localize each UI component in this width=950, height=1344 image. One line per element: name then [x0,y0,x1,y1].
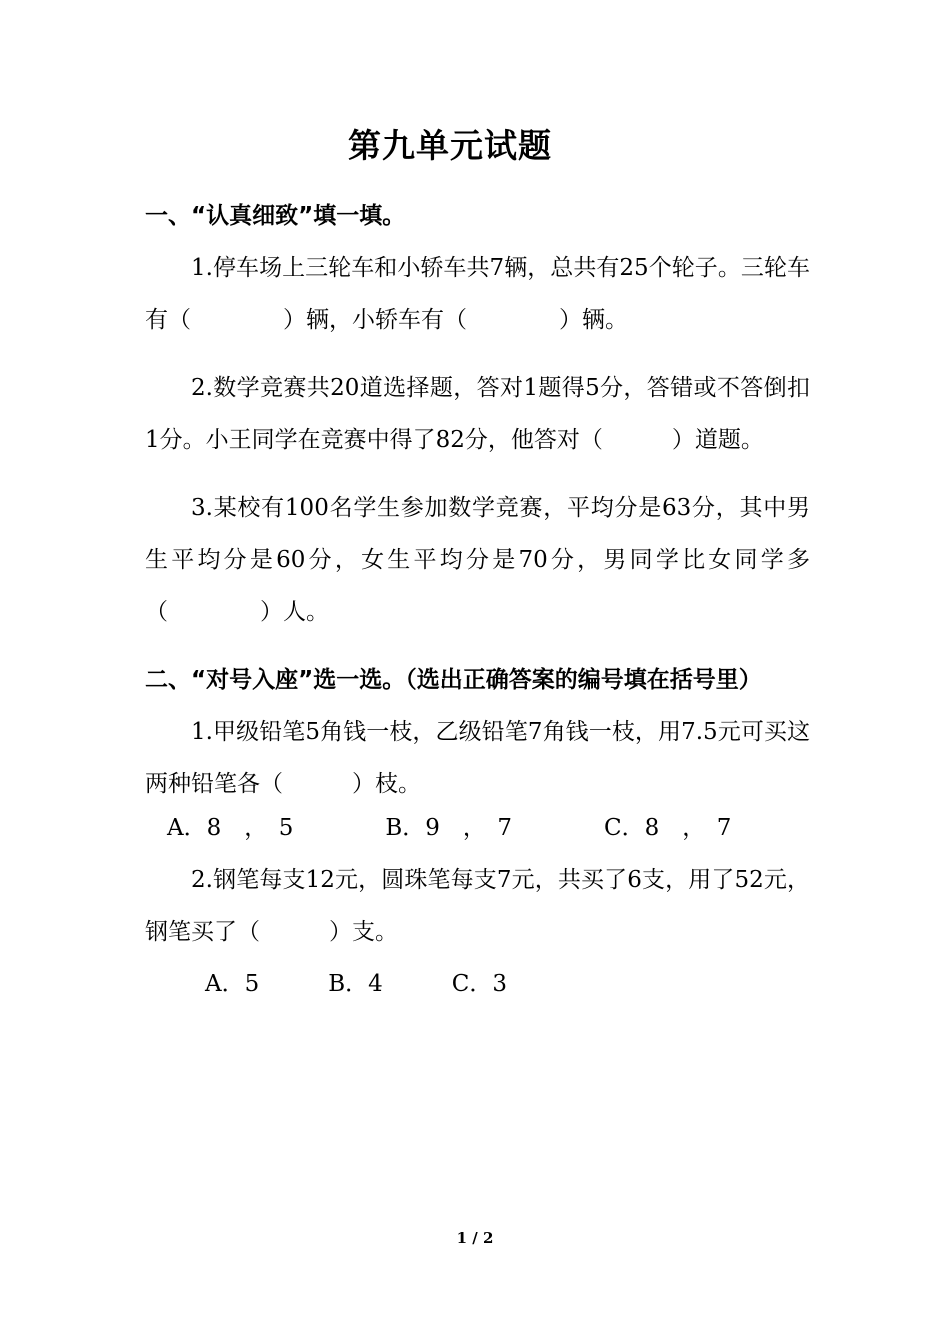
page-title: 第九单元试题 [348,126,552,165]
question-2-2: 2.钢笔每支12元，圆珠笔每支7元，共买了6支，用了52元，钢笔买了（ ）支。 [145,867,810,945]
section-1-heading: 一、“认真细致”填一填。 [145,203,406,229]
question-2-1: 1.甲级铅笔5角钱一枝，乙级铅笔7角钱一枝，用7.5元可买这两种铅笔各（ ）枝。 [145,719,810,797]
question-1-1: 1.停车场上三轮车和小轿车共7辆，总共有25个轮子。三轮车有（ ）辆，小轿车有（ ）辆。 [145,255,810,333]
section-2-heading: 二、“对号入座”选一选。（选出正确答案的编号填在括号里） [145,667,762,693]
question-2-2-options: A．5 B．4 C．3 [205,971,508,997]
question-2-1-options: A．8 ， 5 B．9 ， 7 C．8 ， 7 [167,815,732,841]
page-number: 1 / 2 [456,1229,494,1247]
question-1-3: 3.某校有100名学生参加数学竞赛，平均分是63分，其中男生平均分是60分，女生平均分是70分，男同学比女同学多（ ）人。 [145,495,810,625]
question-1-2: 2.数学竞赛共20道选择题，答对1题得5分，答错或不答倒扣1分。小王同学在竞赛中得了82分，他答对（ ）道题。 [145,375,810,453]
document-body [145,190,810,1010]
